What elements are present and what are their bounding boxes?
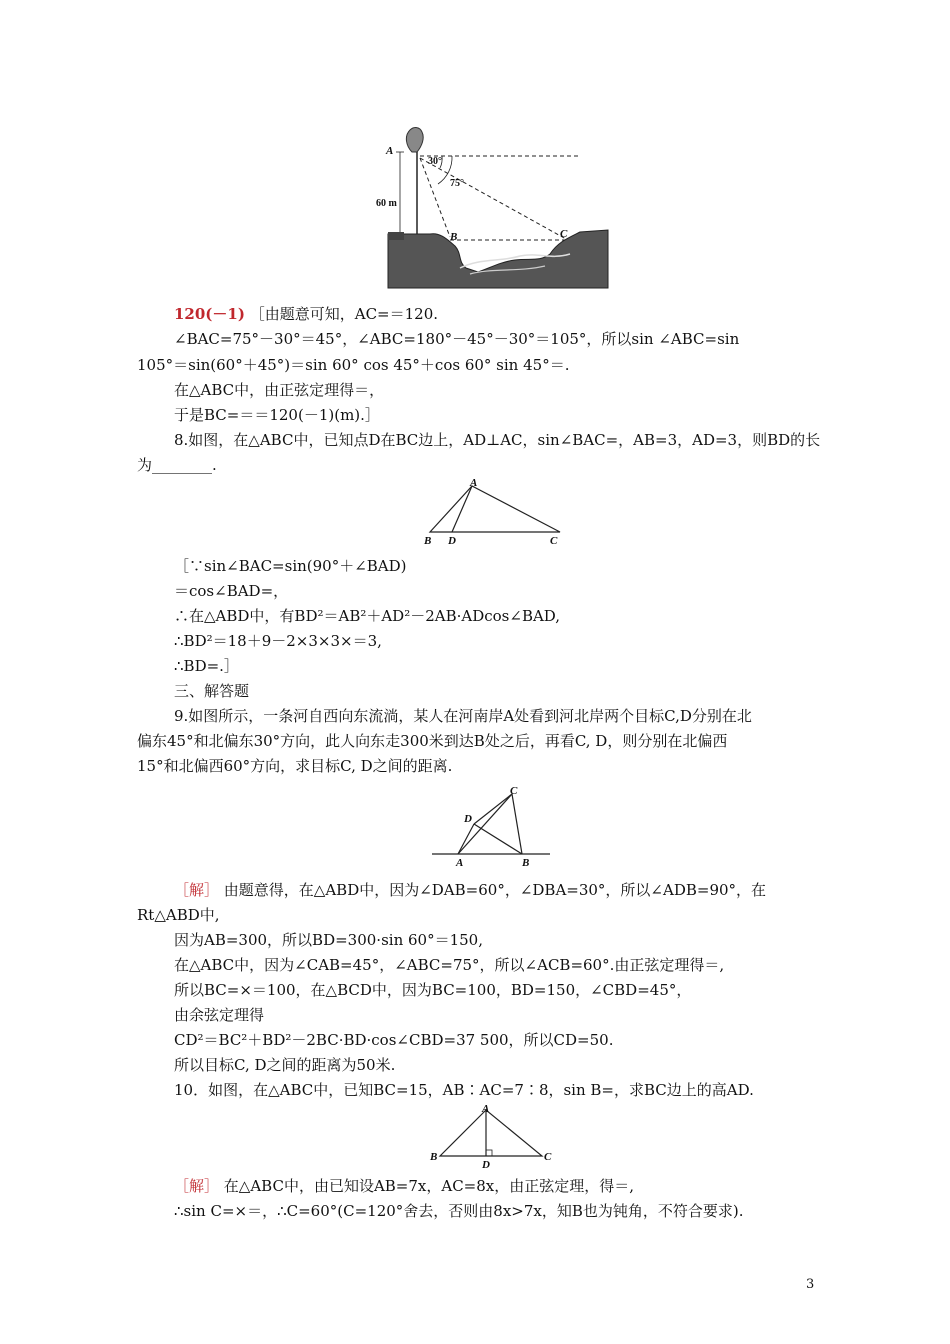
- question8-line2: 为________.: [137, 456, 217, 474]
- question9-line3: 15°和北偏西60°方向，求目标C, D之间的距离.: [137, 757, 453, 775]
- answer10-line2: ∴sin C=×＝，∴C=60°(C=120°舍去，否则由8x>7x，知B也为钝角，不符合要求).: [174, 1202, 744, 1220]
- fig10-label-B: B: [430, 1151, 438, 1163]
- label-B: B: [450, 231, 458, 243]
- answer9-tag: ［解］: [174, 881, 220, 899]
- answer9-line3: 因为AB=300，所以BD=300·sin 60°＝150,: [174, 931, 483, 949]
- question9-line2: 偏东45°和北偏东30°方向，此人向东走300米到达B处之后，再看C, D，则分别在北偏西: [137, 732, 728, 750]
- answer7-line5: 于是BC=＝＝120(－1)(m).］: [174, 406, 380, 424]
- answer7-line4: 在△ABC中，由正弦定理得＝，: [174, 381, 385, 399]
- answer10-line1: [174, 1176, 634, 1196]
- fig8-label-B: B: [424, 535, 432, 547]
- answer8-line5: ∴BD=.］: [174, 657, 239, 675]
- answer10-line1-text: 在△ABC中，由已知设AB=7x，AC=8x，由正弦定理，得＝,: [223, 1177, 635, 1195]
- question10-line1: 10．如图，在△ABC中，已知BC=15，AB∶AC=7∶8，sin B=，求BC边上的高AD.: [174, 1081, 754, 1099]
- fig10-label-C: C: [544, 1151, 552, 1163]
- answer9-line6: 由余弦定理得: [174, 1006, 265, 1024]
- answer8-line4: ∴BD²＝18＋9－2×3×3×＝3,: [174, 632, 382, 650]
- answer7-line3: 105°＝sin(60°＋45°)＝sin 60° cos 45°＋cos 60° sin 45°＝.: [137, 356, 570, 374]
- answer9-line1-text: 由题意得，在△ABD中，因为∠DAB=60°，∠DBA=30°，所以∠ADB=90°，在: [223, 881, 767, 899]
- fig10-label-A: A: [482, 1103, 490, 1115]
- label-angle-30: 30°: [428, 156, 442, 167]
- answer9-line2: Rt△ABD中,: [137, 906, 220, 924]
- page-number: 3: [806, 1277, 815, 1292]
- answer7-line1: [174, 304, 438, 324]
- question9-line1: 9.如图所示，一条河自西向东流淌，某人在河南岸A处看到河北岸两个目标C,D分别在北: [174, 707, 752, 725]
- answer9-line7: CD²＝BC²＋BD²－2BC·BD·cos∠CBD=37 500，所以CD=50.: [174, 1031, 614, 1049]
- fig10-label-D: D: [482, 1159, 490, 1168]
- fig9-label-B: B: [522, 857, 530, 869]
- fig8-label-A: A: [470, 478, 478, 489]
- answer9-line1: [174, 880, 766, 900]
- fig9-label-C: C: [510, 785, 518, 797]
- section-heading: 三、解答题: [174, 682, 250, 700]
- answer8-line3: ∴在△ABD中，有BD²＝AB²＋AD²－2AB·ADcos∠BAD,: [174, 607, 561, 625]
- answer7-result: 120(－1): [174, 305, 245, 323]
- label-height: 60 m: [376, 198, 397, 209]
- figure-river-points: [428, 784, 558, 870]
- fig9-label-D: D: [464, 813, 472, 825]
- figure-triangle-abdc: [420, 478, 570, 548]
- answer7-line1-text: ［由题意可知，AC=＝120.: [249, 305, 439, 323]
- answer8-line2: ＝cos∠BAD=，: [174, 582, 289, 600]
- fig8-label-C: C: [550, 535, 558, 547]
- label-C: C: [560, 228, 568, 240]
- fig8-label-D: D: [448, 535, 456, 547]
- label-angle-75: 75°: [450, 178, 464, 189]
- answer7-line2: ∠BAC=75°－30°＝45°，∠ABC=180°－45°－30°＝105°，所以sin ∠ABC=sin: [174, 330, 740, 348]
- answer9-line4: 在△ABC中，因为∠CAB=45°，∠ABC=75°，所以∠ACB=60°.由正弦定理得＝,: [174, 956, 725, 974]
- question8-line1: 8.如图，在△ABC中，已知点D在BC边上，AD⊥AC，sin∠BAC=，AB=3，AD=3，则BD的长: [174, 431, 821, 449]
- figure-river-cliff: [370, 122, 620, 297]
- figure-triangle-altitude: [428, 1102, 558, 1168]
- answer8-line1: ［∵sin∠BAC=sin(90°＋∠BAD): [174, 557, 407, 575]
- label-A: A: [386, 145, 394, 157]
- answer9-line8: 所以目标C, D之间的距离为50米.: [174, 1056, 396, 1074]
- answer9-line5: 所以BC=×＝100，在△BCD中，因为BC=100，BD=150，∠CBD=45°，: [174, 981, 692, 999]
- fig9-label-A: A: [456, 857, 464, 869]
- answer10-tag: ［解］: [174, 1177, 220, 1195]
